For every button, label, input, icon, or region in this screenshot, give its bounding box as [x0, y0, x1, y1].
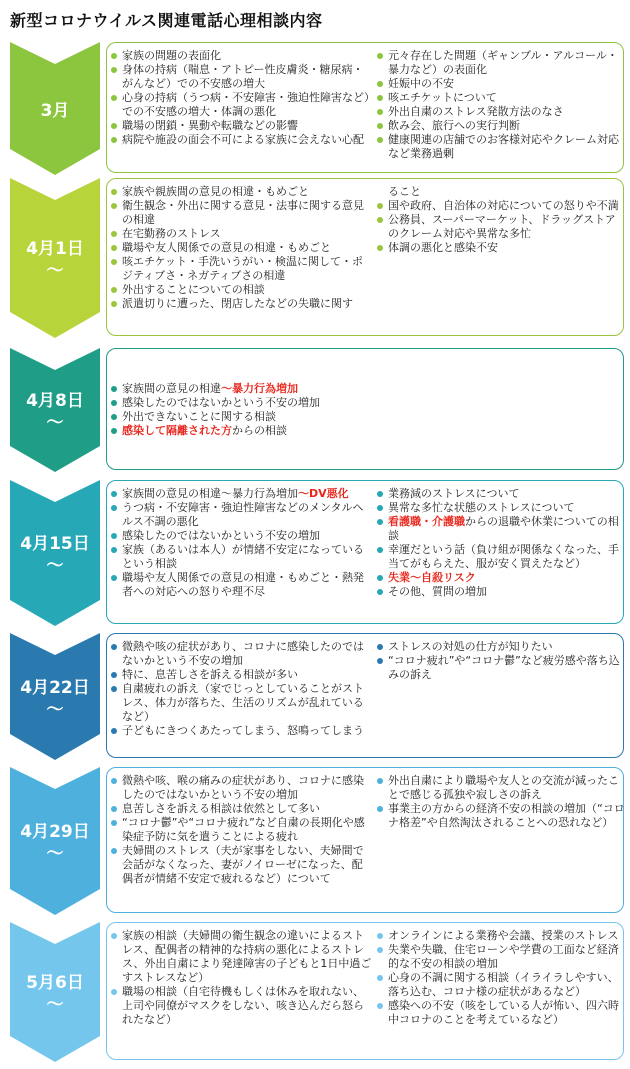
consultation-item	[375, 487, 625, 501]
consultation-item	[375, 49, 625, 77]
item-text: 息苦しさを訴える相談は依然として多い	[122, 802, 320, 815]
consultation-list	[375, 929, 625, 1027]
period-card	[106, 633, 624, 758]
item-text: ること	[388, 185, 421, 198]
consultation-item	[109, 410, 509, 424]
left-column	[109, 185, 373, 311]
item-text: 咳エチケット・手洗いうがい・検温に関して・ポジティブさ・ネガティブさの相違	[122, 255, 364, 282]
consultation-item	[375, 91, 625, 105]
consultation-item	[375, 640, 625, 654]
item-text: 国や政府、自治体の対応についての怒りや不満	[388, 199, 619, 212]
consultation-list	[109, 640, 373, 738]
consultation-item	[109, 199, 373, 227]
consultation-item	[109, 297, 373, 311]
consultation-item	[375, 929, 625, 943]
consultation-list	[375, 640, 625, 682]
consultation-item	[109, 49, 373, 63]
item-text: 心身の不調に関する相談（イライラしやすい、落ち込む、コロナ様の症状があるなど）	[388, 971, 619, 998]
item-text: 幸運だという話（負け組が関係なくなった、手当てがもらえた、服が安く買えたなど）	[388, 543, 619, 570]
consultation-list	[109, 49, 373, 147]
item-text: 自粛疲れの訴え（家でじっとしていることがストレス、体力が落ちた、生活のリズムが乱れているなど）	[122, 682, 364, 723]
item-text: 微熱や咳、喉の痛みの症状があり、コロナに感染したのではないかという不安の増加	[122, 774, 364, 801]
item-text: 外出自粛のストレス発散方法のなさ	[388, 105, 564, 118]
period-chevron	[10, 480, 100, 626]
item-text: 飲み会、旅行への実行判断	[388, 119, 520, 132]
item-text: 病院や施設の面会不可による家族に会えない心配	[122, 133, 364, 146]
item-text: “コロナ鬱”や“コロナ疲れ”など自粛の長期化や感染症予防に気を遣うことによる疲れ	[122, 816, 365, 843]
left-column	[109, 49, 373, 147]
consultation-item	[109, 283, 373, 297]
left-column	[109, 487, 373, 599]
period-chevron	[10, 922, 100, 1062]
item-text: 家族の問題の表面化	[122, 49, 221, 62]
period-chevron	[10, 42, 100, 175]
consultation-item	[109, 802, 373, 816]
period-chevron	[10, 633, 100, 760]
consultation-item	[109, 382, 509, 396]
left-column	[109, 640, 373, 738]
period-chevron	[10, 767, 100, 915]
item-text: 心身の持病（うつ病・不安障害・強迫性障害など）での不安感の増大・体調の悪化	[122, 91, 370, 118]
period-card	[106, 178, 624, 336]
right-column	[375, 640, 625, 682]
period-card	[106, 922, 624, 1060]
item-text: 業務減のストレスについて	[388, 487, 520, 500]
consultation-item	[109, 543, 373, 571]
consultation-item	[375, 571, 625, 585]
consultation-item	[375, 543, 625, 571]
consultation-item	[109, 529, 373, 543]
consultation-item	[375, 213, 625, 241]
consultation-item	[109, 816, 373, 844]
item-text: 身体の持病（喘息・アトピー性皮膚炎・糖尿病・がんなど）での不安感の増大	[122, 63, 364, 90]
item-text: からの退職や休業についての相談	[388, 515, 619, 542]
item-text: 微熱や咳の症状があり、コロナに感染したのではないかという不安の増加	[122, 640, 364, 667]
consultation-list	[375, 487, 625, 599]
consultation-item	[109, 929, 373, 985]
item-text: 健康関連の店舗でのお客様対応やクレーム対応など業務過剰	[388, 133, 619, 160]
consultation-item	[109, 724, 373, 738]
period-card	[106, 42, 624, 173]
period-label: 4月22日 〜	[20, 677, 90, 720]
consultation-item	[109, 985, 373, 1027]
item-text: 家族の相談（夫婦間の衛生観念の違いによるストレス、配偶者の精神的な持病の悪化によるストレス、外出自粛により発達障害の子どもと1日中過ごすストレスなど）	[122, 929, 372, 984]
consultation-item	[375, 585, 625, 599]
item-text: 衛生観念・外出に関する意見・法事に関する意見の相違	[122, 199, 364, 226]
consultation-list	[375, 774, 625, 830]
consultation-list	[109, 929, 373, 1027]
right-column	[375, 487, 625, 599]
consultation-item	[109, 241, 373, 255]
consultation-item	[375, 119, 625, 133]
consultation-item	[109, 640, 373, 668]
period-label: 4月15日 〜	[20, 534, 90, 576]
consultation-item	[375, 971, 625, 999]
right-column	[375, 774, 625, 830]
period-card	[106, 480, 624, 624]
period-chevron	[10, 178, 100, 338]
highlight-text: 看護職・介護職	[388, 515, 465, 528]
period-label: 5月6日 〜	[26, 973, 84, 1015]
item-text: うつ病・不安障害・強迫性障害などのメンタルヘルス不調の悪化	[122, 501, 364, 528]
consultation-item	[109, 91, 373, 119]
consultation-item	[375, 943, 625, 971]
consultation-item	[109, 668, 373, 682]
consultation-item	[375, 774, 625, 802]
highlight-text: 感染して隔離された方	[122, 424, 232, 437]
period-row	[0, 633, 630, 760]
item-text: 感染したのではないかという不安の増加	[122, 396, 320, 409]
left-column	[109, 774, 373, 886]
consultation-item	[109, 396, 509, 410]
item-text: オンラインによる業務や会議、授業のストレス	[388, 929, 619, 942]
item-text: 職場の相談（自宅待機もしくは休みを取れない、上司や同僚がマスクをしない、咳き込んだら怒られたなど）	[122, 985, 364, 1026]
item-text: 咳エチケットについて	[388, 91, 497, 104]
consultation-item	[109, 844, 373, 886]
consultation-item	[375, 241, 625, 255]
item-text: 妊娠中の不安	[388, 77, 454, 90]
consultation-item	[109, 227, 373, 241]
item-text: 在宅勤務のストレス	[122, 227, 221, 240]
item-text: 体調の悪化と感染不安	[388, 241, 498, 254]
consultation-item	[109, 63, 373, 91]
period-row	[0, 42, 630, 175]
item-text: 家族間の意見の相違	[122, 382, 221, 395]
item-text: 感染への不安（咳をしている人が怖い、四六時中コロナのことを考えているなど）	[388, 999, 619, 1026]
item-text: 異常な多忙な状態のストレスについて	[388, 501, 575, 514]
period-label: 3月	[40, 100, 70, 121]
consultation-item	[109, 133, 373, 147]
period-row	[0, 767, 630, 915]
left-column	[109, 382, 509, 438]
consultation-item	[375, 199, 625, 213]
consultation-list	[375, 185, 625, 255]
period-row	[0, 480, 630, 626]
period-row	[0, 178, 630, 338]
item-text: 子どもにきつくあたってしまう、怒鳴ってしまう	[122, 724, 364, 737]
item-text: 公務員、スーパーマーケット、ドラッグストアのクレーム対応や異常な多忙	[388, 213, 616, 240]
consultation-item	[375, 802, 625, 830]
item-text: からの相談	[232, 424, 287, 437]
consultation-item	[109, 487, 373, 501]
item-text: 外出できないことに関する相談	[122, 410, 276, 423]
period-label: 4月1日 〜	[26, 239, 84, 281]
consultation-item	[375, 515, 625, 543]
consultation-item	[109, 424, 509, 438]
highlight-text: 失業〜自殺リスク	[388, 571, 476, 584]
page-title: 新型コロナウイルス関連電話心理相談内容	[10, 11, 323, 30]
consultation-item	[109, 571, 373, 599]
consultation-item	[375, 185, 625, 199]
highlight-text: 〜暴力行為増加	[221, 382, 298, 395]
consultation-list	[375, 49, 625, 161]
item-text: 職場や友人関係での意見の相違・もめごと	[122, 241, 331, 254]
item-text: ストレスの対処の仕方が知りたい	[388, 640, 553, 653]
period-card	[106, 348, 624, 470]
item-text: 職場や友人関係での意見の相違・もめごと・熱発者への対応への怒りや理不尽	[122, 571, 364, 598]
right-column	[375, 49, 625, 161]
period-label: 4月8日 〜	[26, 391, 84, 433]
highlight-text: 〜DV悪化	[298, 487, 349, 500]
item-text: 特に、息苦しさを訴える相談が多い	[122, 668, 298, 681]
left-column	[109, 929, 373, 1027]
period-label: 4月29日 〜	[20, 822, 90, 864]
consultation-item	[109, 255, 373, 283]
consultation-item	[109, 501, 373, 529]
item-text: 外出自粛により職場や友人との交流が減ったことで感じる孤独や寂しさの訴え	[388, 774, 619, 801]
consultation-item	[375, 77, 625, 91]
item-text: 家族（あるいは本人）が情緒不安定になっているという相談	[122, 543, 364, 570]
consultation-item	[375, 501, 625, 515]
item-text: 夫婦間のストレス（夫が家事をしない、夫婦間で会話がなくなった、妻がノイローゼになった、配偶者が情緒不安定で疲れるなど）について	[122, 844, 364, 885]
item-text: 事業主の方からの経済不安の相談の増加（“コロナ格差”や自然淘汰されることへの恐れなど）	[388, 802, 625, 829]
consultation-item	[109, 119, 373, 133]
period-row	[0, 348, 630, 472]
item-text: “コロナ疲れ”や“コロナ鬱”など疲労感や落ち込みの訴え	[388, 654, 620, 681]
period-chevron	[10, 348, 100, 472]
period-card	[106, 767, 624, 913]
right-column	[375, 929, 625, 1027]
consultation-item	[109, 185, 373, 199]
consultation-item	[375, 654, 625, 682]
item-text: 失業や失職、住宅ローンや学費の工面など経済的な不安の相談の増加	[388, 943, 619, 970]
consultation-list	[109, 487, 373, 599]
consultation-list	[109, 185, 373, 311]
consultation-item	[109, 682, 373, 724]
item-text: 職場の閉鎖・異動や転職などの影響	[122, 119, 298, 132]
consultation-item	[375, 105, 625, 119]
item-text: 派遣切りに遭った、閉店したなどの失職に関す	[122, 297, 353, 310]
item-text: 外出することについての相談	[122, 283, 265, 296]
right-column	[375, 185, 625, 255]
consultation-item	[375, 133, 625, 161]
item-text: その他、質問の増加	[388, 585, 487, 598]
consultation-list	[109, 382, 509, 438]
consultation-item	[109, 774, 373, 802]
consultation-item	[375, 999, 625, 1027]
period-row	[0, 922, 630, 1062]
consultation-list	[109, 774, 373, 886]
item-text: 感染したのではないかという不安の増加	[122, 529, 320, 542]
item-text: 家族間の意見の相違〜暴力行為増加	[122, 487, 298, 500]
item-text: 元々存在した問題（ギャンブル・アルコール・暴力など）の表面化	[388, 49, 618, 76]
item-text: 家族や親族間の意見の相違・もめごと	[122, 185, 309, 198]
